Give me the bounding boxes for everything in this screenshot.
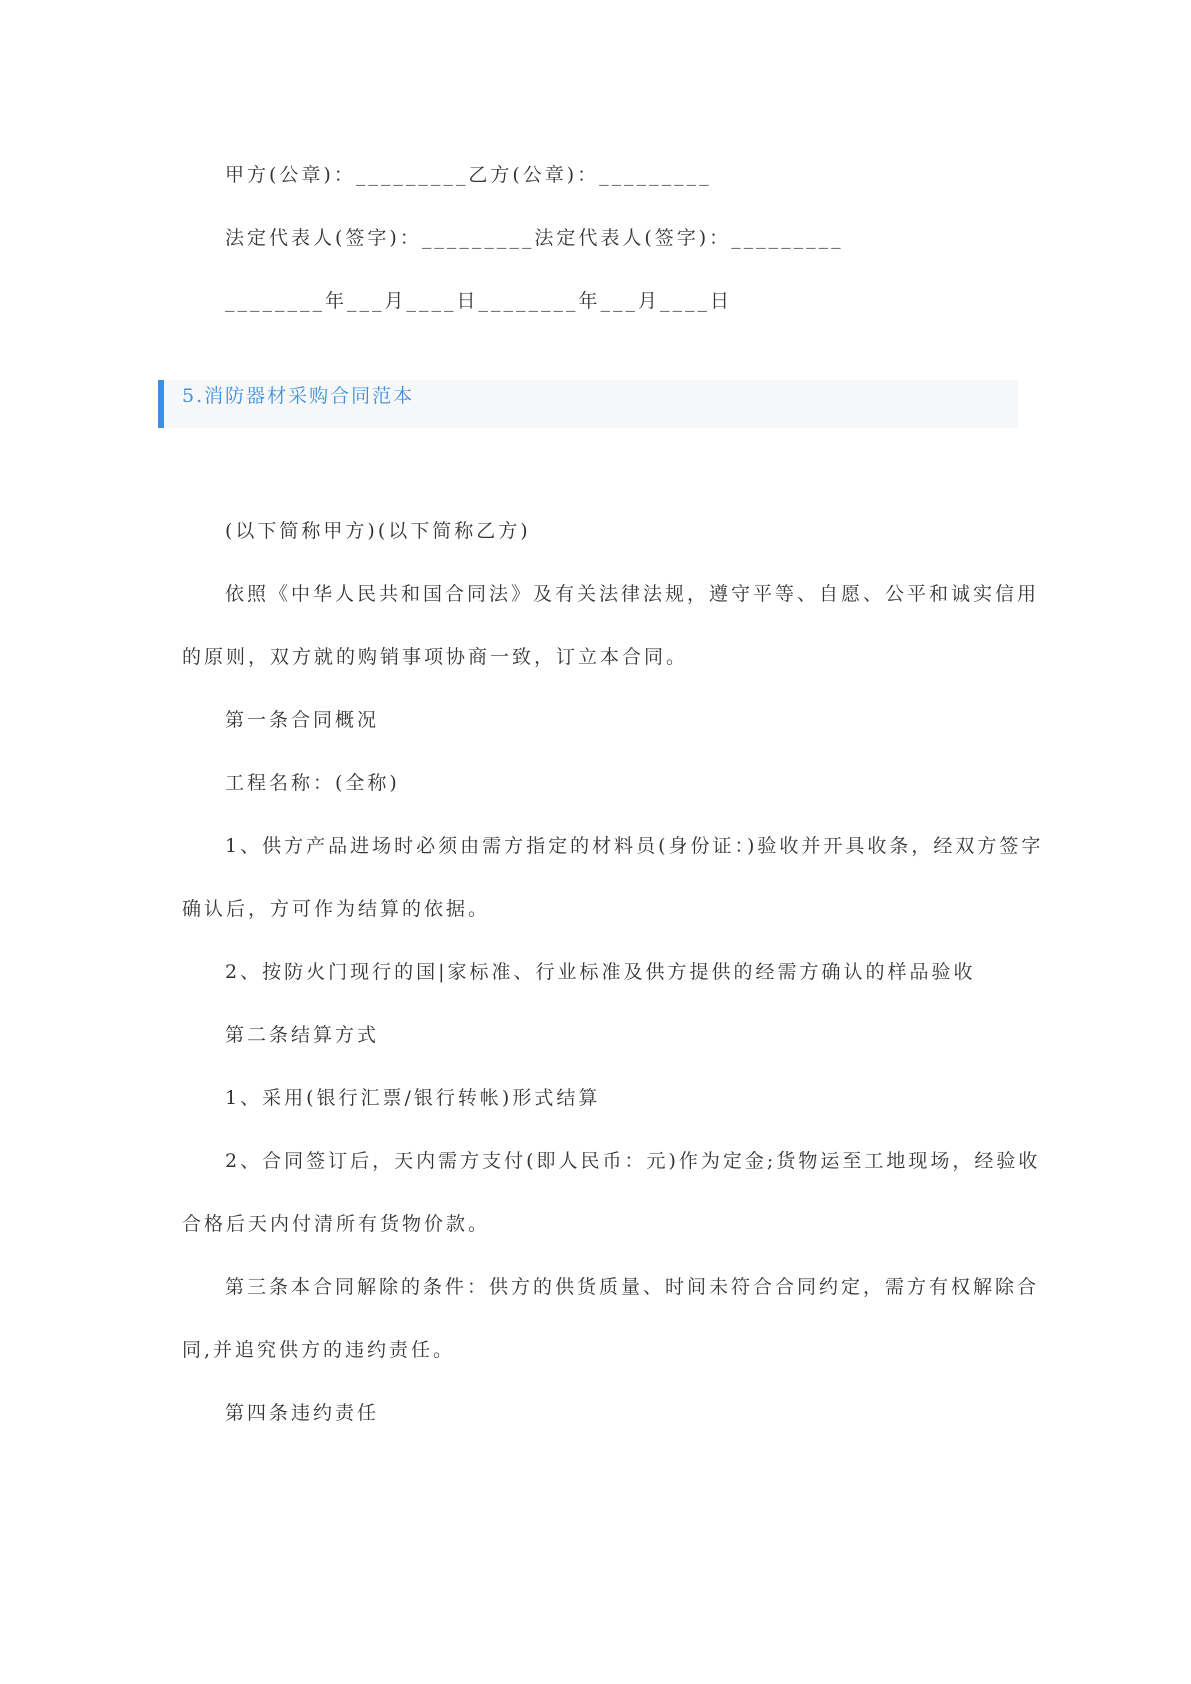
- article-2-title: 第二条结算方式: [225, 1024, 380, 1046]
- representative-signature-line: 法定代表人(签字)：_________法定代表人(签字)：_________: [225, 227, 844, 249]
- clause-1-line-2: 确认后，方可作为结算的依据。: [182, 898, 491, 920]
- project-name-line: 工程名称：(全称): [225, 772, 400, 794]
- payment-clause-1: 1、采用(银行汇票/银行转帐)形式结算: [225, 1087, 601, 1109]
- party-seal-line: 甲方(公章)：_________乙方(公章)：_________: [225, 164, 712, 186]
- clause-1-line-1: 1、供方产品进场时必须由需方指定的材料员(身份证：)验收并开具收条，经双方签字: [225, 835, 1044, 857]
- payment-clause-2-line-1: 2、合同签订后，天内需方支付(即人民币：元)作为定金;货物运至工地现场，经验收: [225, 1150, 1041, 1172]
- article-3-line-1: 第三条本合同解除的条件：供方的供货质量、时间未符合合同约定，需方有权解除合: [225, 1276, 1040, 1298]
- section-header: [158, 380, 1018, 428]
- preamble-line-1: 依照《中华人民共和国合同法》及有关法律法规，遵守平等、自愿、公平和诚实信用: [225, 583, 1040, 605]
- article-4-title: 第四条违约责任: [225, 1402, 380, 1424]
- signature-date-line: ________年___月____日________年___月____日: [225, 290, 733, 312]
- parties-paragraph: (以下简称甲方)(以下简称乙方): [225, 520, 531, 542]
- article-3-line-2: 同,并追究供方的违约责任。: [182, 1339, 456, 1361]
- section-accent-bar: [158, 380, 164, 428]
- clause-2-line: 2、按防火门现行的国|家标准、行业标准及供方提供的经需方确认的样品验收: [225, 961, 976, 983]
- preamble-line-2: 的原则，双方就的购销事项协商一致，订立本合同。: [182, 646, 689, 668]
- section-title: 5.消防器材采购合同范本: [182, 385, 415, 407]
- article-1-title: 第一条合同概况: [225, 709, 380, 731]
- payment-clause-2-line-2: 合格后天内付清所有货物价款。: [182, 1213, 491, 1235]
